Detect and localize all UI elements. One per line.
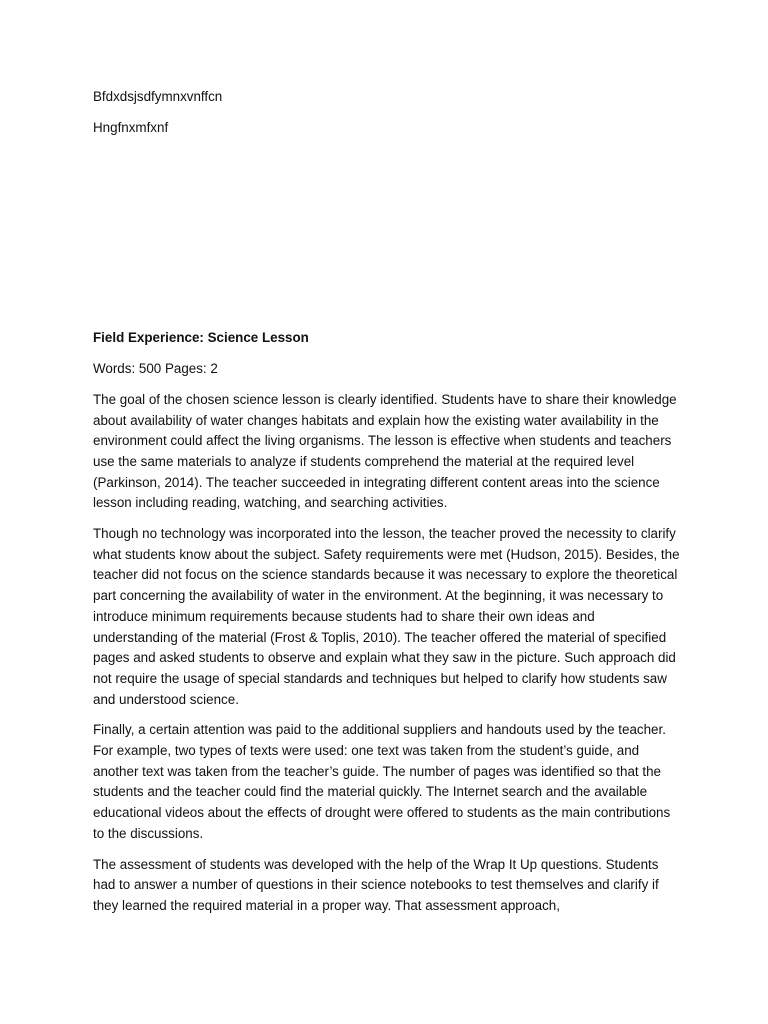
blank-space <box>93 148 683 328</box>
header-line-1: Bfdxdsjsdfymnxvnffcn <box>93 89 223 104</box>
header-line-2: Hngfnxmfxnf <box>93 119 169 135</box>
paragraph-1: The goal of the chosen science lesson is clearly identified. Students have to share their knowledge about availability of water changes habitats and explain how the existing water availability in the environment could affect the living organisms. The lesson is effective when students and teachers use the same materials to analyze if students comprehend the material at the required level (Parkinson, 2014). The teacher succeeded in integrating different content areas into the science lesson including reading, watching, and searching activities. <box>93 391 677 511</box>
document-meta: Words: 500 Pages: 2 <box>93 361 218 377</box>
paragraph-2: Though no technology was incorporated into the lesson, the teacher proved the necessity to clarify what students know about the subject. Safety requirements were met (Hudson, 2015). Besides, the teacher did not focus on the science standards because it was necessary to explore the theoretical part concerning the availability of water in the environment. At the beginning, it was necessary to introduce minimum requirements because students had to share their own ideas and understanding of the material (Frost & Toplis, 2010). The teacher offered the material of specified pages and asked students to observe and explain what they saw in the picture. Such approach did not require the usage of special standards and techniques but helped to clarify how students saw and understood science. <box>93 526 680 707</box>
paragraph-3: Finally, a certain attention was paid to the additional suppliers and handouts used by the teacher. For example, two types of texts were used: one text was taken from the student’s guide, and another text was taken from the teacher’s guide. The number of pages was identified so that the students and the teacher could find the material quickly. The Internet search and the available educational videos about the effects of drought were offered to students as the main contributions to the discussions. <box>93 722 671 841</box>
document-title: Field Experience: Science Lesson <box>93 330 309 346</box>
paragraph-4: The assessment of students was developed with the help of the Wrap It Up questions. Students had to answer a number of questions in their science notebooks to test themselves and clarify if they learned the required material in a proper way. That assessment approach, <box>93 856 659 913</box>
document-body <box>93 87 683 927</box>
